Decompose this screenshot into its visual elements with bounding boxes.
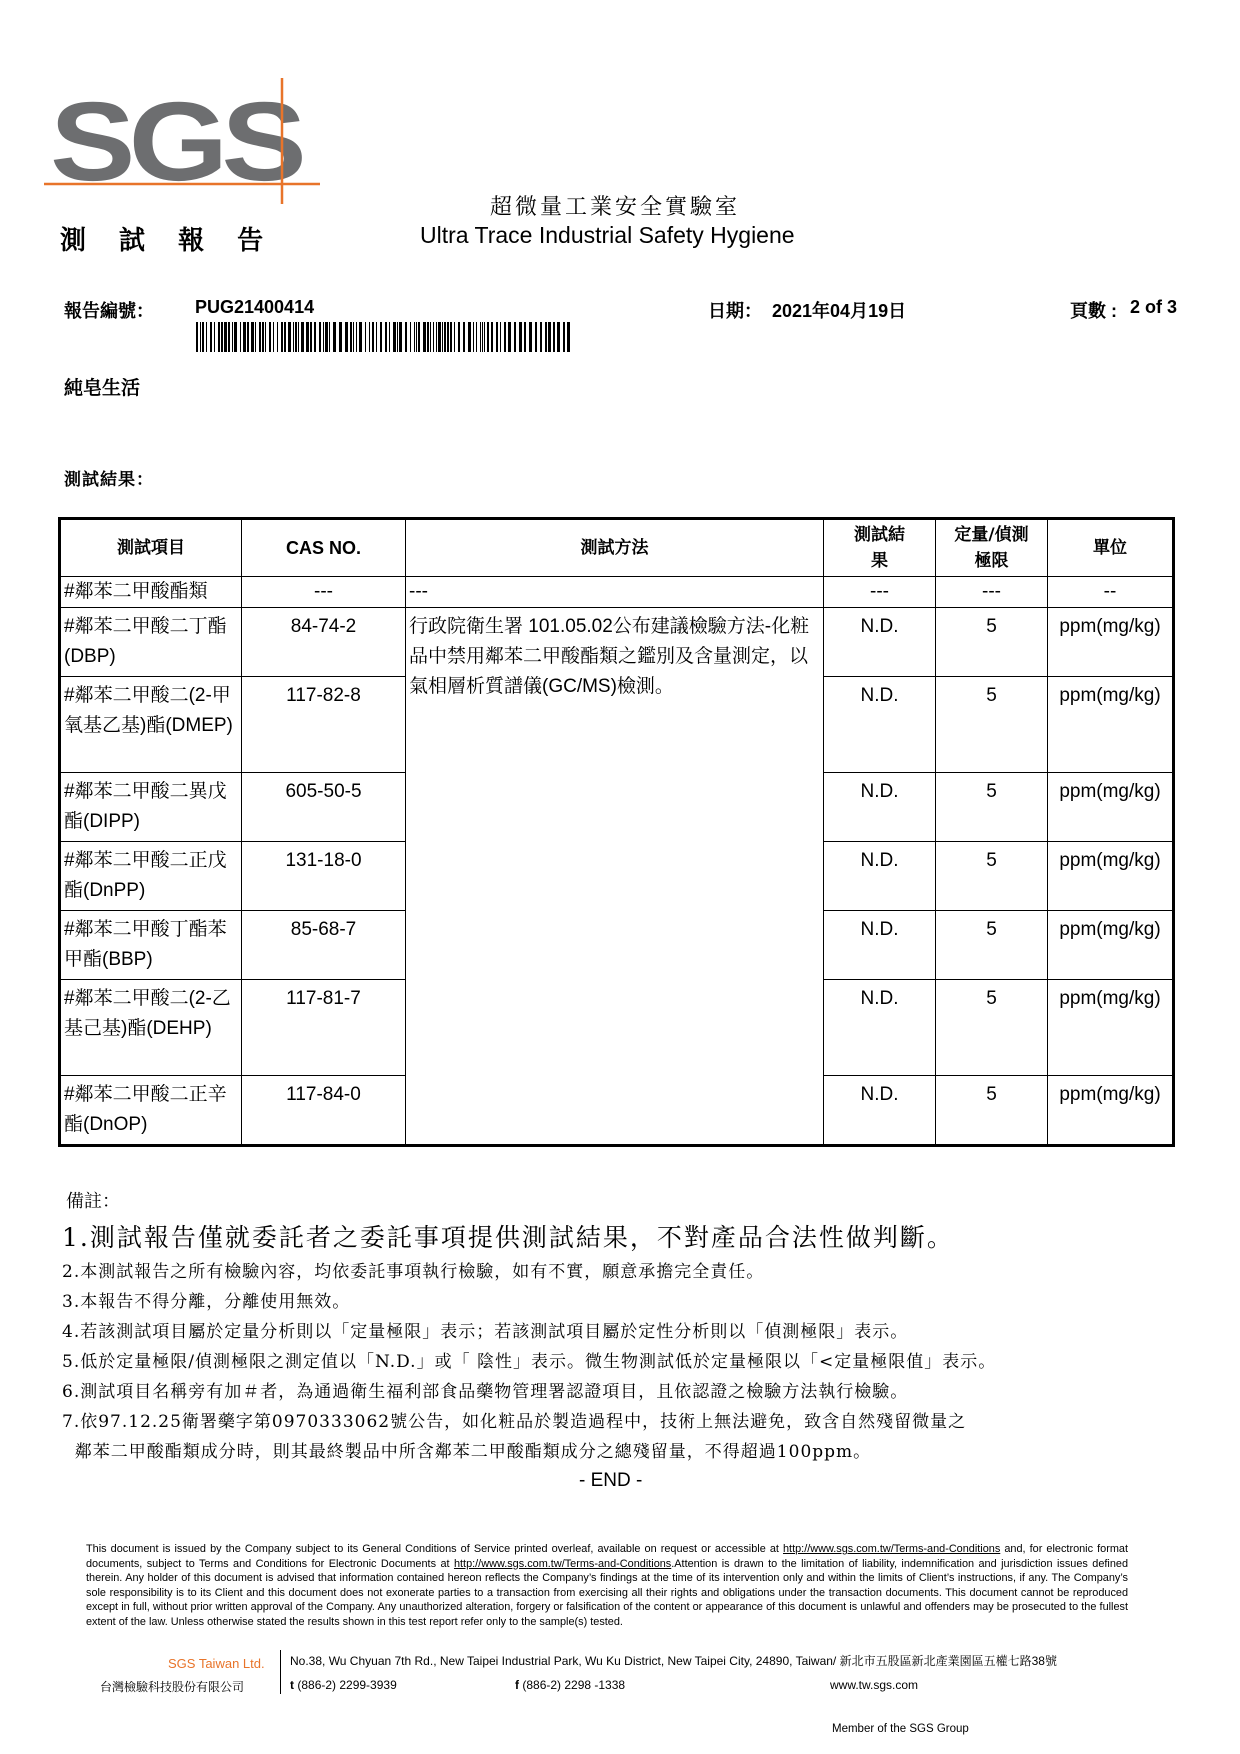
member-text: Member of the SGS Group	[832, 1723, 969, 1735]
note-item: 5.低於定量極限/偵測極限之測定值以「N.D.」或「 陰性」表示。微生物測試低於定量極限以「<定量極限值」表示。	[62, 1352, 997, 1372]
cell-cas: 85-68-7	[242, 911, 406, 980]
disclaimer-text: .Attention is drawn to the limitation of liability, indemnification and jurisdiction issues defined therein. Any holder of this document is advised that information contained hereon reflects the Company’s findings at the time of its intervention only and within the limits of Client’s instructions, if any. The Company’s sole responsibility is to its Client and this document does not exonerate parties to a transaction from exercising all their rights and obligations under the transaction documents. This document cannot be reproduced except in full, without prior written approval of the Company. Any unauthorized alteration, forgery or falsification of the content or appearance of this document is unlawful and offenders may be prosecuted to the fullest extent of the law. Unless otherwise stated the results shown in this test report refer only to the sample(s) tested.	[86, 1557, 1128, 1628]
disclaimer	[86, 1542, 1128, 1630]
cell-item: #鄰苯二甲酸二丁酯(DBP)	[60, 608, 242, 677]
client-name: 純皂生活	[64, 378, 141, 399]
cell-unit: ppm(mg/kg)	[1048, 911, 1174, 980]
report-title: 測 試 報 告	[60, 226, 276, 256]
cell-unit: ppm(mg/kg)	[1048, 608, 1174, 677]
cell-limit: 5	[936, 773, 1048, 842]
cell-cas: 131-18-0	[242, 842, 406, 911]
cell-result: N.D.	[824, 608, 936, 677]
cell-limit: 5	[936, 842, 1048, 911]
note-item: 3.本報告不得分離，分離使用無效。	[62, 1292, 351, 1312]
cell-result: N.D.	[824, 911, 936, 980]
cell-item: #鄰苯二甲酸丁酯苯甲酯(BBP)	[60, 911, 242, 980]
report-no-label: 報告編號：	[64, 301, 154, 321]
website[interactable]: www.tw.sgs.com	[830, 1678, 919, 1692]
cell-method-shared: 行政院衛生署 101.05.02公布建議檢驗方法-化粧品中禁用鄰苯二甲酸酯類之鑑別及含量測定，以氣相層析質譜儀(GC/MS)檢測。	[406, 608, 824, 1146]
cell-unit: ppm(mg/kg)	[1048, 842, 1174, 911]
cell-cas: 117-82-8	[242, 677, 406, 773]
cell-item: #鄰苯二甲酸二異戊酯(DIPP)	[60, 773, 242, 842]
fax-number: (886-2) 2298 -1338	[522, 1678, 626, 1692]
note-item: 4.若該測試項目屬於定量分析則以「定量極限」表示；若該測試項目屬於定性分析則以「偵測極限」表示。	[62, 1322, 909, 1342]
col-header-unit: 單位	[1048, 519, 1174, 577]
phone-label: t	[290, 1678, 294, 1692]
sgs-logo	[44, 78, 324, 208]
col-header-item: 測試項目	[60, 519, 242, 577]
fax	[515, 1678, 625, 1692]
svg-text:SGS: SGS	[50, 79, 303, 204]
note-item: 2.本測試報告之所有檢驗內容，均依委託事項執行檢驗，如有不實，願意承擔完全責任。	[62, 1262, 765, 1282]
cell-unit: ppm(mg/kg)	[1048, 1076, 1174, 1146]
cell-limit: 5	[936, 1076, 1048, 1146]
company-name-en: SGS Taiwan Ltd.	[168, 1656, 265, 1671]
barcode	[196, 322, 572, 352]
table-row	[60, 577, 1174, 608]
col-header-cas: CAS NO.	[242, 519, 406, 577]
cell-result: N.D.	[824, 842, 936, 911]
report-no: PUG21400414	[195, 297, 315, 317]
cell-result: N.D.	[824, 677, 936, 773]
col-header-method: 測試方法	[406, 519, 824, 577]
terms-link-electronic[interactable]: http://www.sgs.com.tw/Terms-and-Conditions	[453, 1557, 672, 1570]
note-item: 7.依97.12.25衛署藥字第0970333062號公告，如化粧品於製造過程中，技術上無法避免，致含自然殘留微量之	[62, 1412, 967, 1432]
fax-label: f	[515, 1678, 519, 1692]
results-table	[58, 517, 1175, 1147]
phone	[290, 1678, 397, 1692]
company-address: No.38, Wu Chyuan 7th Rd., New Taipei Industrial Park, Wu Ku District, New Taipei City, 24890, Taiwan/ 新北市五股區新北產業園區五權七路38號	[290, 1654, 1057, 1668]
cell-limit: 5	[936, 911, 1048, 980]
note-item: 鄰苯二甲酸酯類成分時，則其最終製品中所含鄰苯二甲酸酯類成分之總殘留量，不得超過100ppm。	[62, 1442, 872, 1462]
col-header-limit: 定量/偵測極限	[936, 519, 1048, 577]
terms-link[interactable]: http://www.sgs.com.tw/Terms-and-Conditions	[783, 1543, 1001, 1555]
cell-cas: 117-81-7	[242, 980, 406, 1076]
page-label: 頁數 :	[1070, 301, 1117, 321]
date-label: 日期：	[708, 301, 762, 321]
note-item: 6.測試項目名稱旁有加＃者，為通過衛生福利部食品藥物管理署認證項目，且依認證之檢驗方法執行檢驗。	[62, 1382, 909, 1402]
cell-item: #鄰苯二甲酸二(2-乙基己基)酯(DEHP)	[60, 980, 242, 1076]
cell-item: #鄰苯二甲酸二正戊酯(DnPP)	[60, 842, 242, 911]
cell-limit: 5	[936, 677, 1048, 773]
report-date: 2021年04月19日	[772, 301, 907, 321]
results-title: 測試結果：	[64, 470, 154, 490]
cell-cas: ---	[242, 577, 406, 608]
cell-limit: ---	[936, 577, 1048, 608]
cell-cas: 84-74-2	[242, 608, 406, 677]
table-row	[60, 608, 1174, 677]
cell-unit: ppm(mg/kg)	[1048, 677, 1174, 773]
cell-cas: 117-84-0	[242, 1076, 406, 1146]
company-name-cn: 台灣檢驗科技股份有限公司	[100, 1680, 245, 1694]
notes-title: 備註：	[66, 1191, 120, 1212]
note-item: 1.測試報告僅就委託者之委託事項提供測試結果，不對產品合法性做判斷。	[62, 1223, 954, 1252]
disclaimer-text: and, for electronic format documents, subject to Terms and Conditions for Electronic Documents at	[86, 1543, 1128, 1570]
cell-item: #鄰苯二甲酸二(2-甲氧基乙基)酯(DMEP)	[60, 677, 242, 773]
cell-result: ---	[824, 577, 936, 608]
cell-result: N.D.	[824, 773, 936, 842]
lab-name-cn: 超微量工業安全實驗室	[490, 195, 741, 220]
col-header-result: 測試結果	[824, 519, 936, 577]
cell-cas: 605-50-5	[242, 773, 406, 842]
footer-divider	[280, 1650, 281, 1694]
cell-item: #鄰苯二甲酸酯類	[60, 577, 242, 608]
cell-result: N.D.	[824, 980, 936, 1076]
page-number: 2 of 3	[1130, 297, 1178, 317]
cell-item: #鄰苯二甲酸二正辛酯(DnOP)	[60, 1076, 242, 1146]
cell-limit: 5	[936, 980, 1048, 1076]
cell-unit: --	[1048, 577, 1174, 608]
lab-name-en: Ultra Trace Industrial Safety Hygiene	[420, 222, 795, 248]
cell-result: N.D.	[824, 1076, 936, 1146]
table-header-row	[60, 519, 1174, 577]
cell-method: ---	[406, 577, 824, 608]
cell-limit: 5	[936, 608, 1048, 677]
end-marker: - END -	[579, 1470, 643, 1491]
cell-unit: ppm(mg/kg)	[1048, 773, 1174, 842]
disclaimer-text: This document is issued by the Company subject to its General Conditions of Service printed overleaf, available on request or accessible at	[86, 1543, 783, 1555]
phone-number: (886-2) 2299-3939	[297, 1678, 397, 1692]
cell-unit: ppm(mg/kg)	[1048, 980, 1174, 1076]
